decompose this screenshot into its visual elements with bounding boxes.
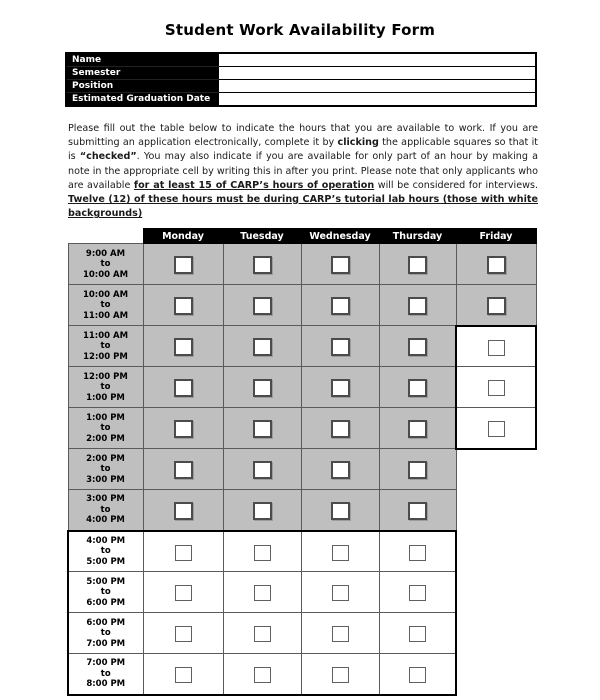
availability-cell-monday	[143, 326, 223, 367]
availability-checkbox[interactable]	[331, 502, 350, 520]
availability-cell-wednesday	[301, 654, 379, 695]
availability-checkbox[interactable]	[408, 461, 427, 479]
instruction-segment: Twelve (12) of these hours must be during CARP’s tutorial lab hours (those with white backgrounds)	[68, 194, 538, 220]
availability-cell-friday	[456, 367, 536, 408]
student-info-rows	[66, 53, 536, 106]
availability-checkbox[interactable]	[332, 626, 349, 642]
availability-checkbox[interactable]	[332, 667, 349, 683]
day-header-wednesday: Wednesday	[301, 229, 379, 244]
availability-checkbox[interactable]	[331, 256, 350, 274]
time-slot-line: 6:00 PM	[86, 597, 126, 608]
availability-checkbox[interactable]	[332, 545, 349, 561]
day-header-monday: Monday	[143, 229, 223, 244]
time-slot-row	[68, 449, 536, 490]
availability-cell-wednesday	[301, 531, 379, 572]
availability-cell-monday	[143, 654, 223, 695]
availability-cell-monday	[143, 285, 223, 326]
availability-cell-thursday	[379, 613, 456, 654]
availability-checkbox[interactable]	[331, 461, 350, 479]
time-slot-row	[68, 367, 536, 408]
availability-cell-tuesday	[223, 531, 301, 572]
instructions-text	[68, 122, 538, 221]
time-slot-line: 3:00 PM	[86, 494, 125, 505]
time-slot-label	[68, 654, 143, 695]
availability-cell-wednesday	[301, 367, 379, 408]
info-label: Estimated Graduation Date	[66, 93, 219, 107]
instruction-segment: will be considered for interviews.	[374, 179, 539, 191]
page-title: Student Work Availability Form	[164, 21, 436, 39]
instruction-segment: for at least 15 of CARP’s hours of operation	[133, 179, 375, 191]
time-slot-line: to	[100, 300, 111, 311]
instruction-segment: “checked”	[79, 151, 137, 163]
time-slot-line: to	[100, 587, 111, 598]
time-slot-row	[68, 654, 536, 695]
availability-checkbox[interactable]	[408, 502, 427, 520]
availability-cell-wednesday	[301, 285, 379, 326]
availability-cell-thursday	[379, 490, 456, 531]
time-slot-line: 4:00 PM	[86, 535, 126, 546]
availability-checkbox[interactable]	[254, 545, 271, 561]
time-slot-row	[68, 613, 536, 654]
availability-checkbox[interactable]	[487, 256, 506, 274]
availability-cell-monday	[143, 613, 223, 654]
time-slot-label	[68, 244, 143, 285]
info-label: Position	[66, 80, 219, 93]
time-slot-label	[68, 490, 143, 531]
time-slot-label	[68, 613, 143, 654]
availability-checkbox[interactable]	[409, 585, 426, 601]
availability-cell-friday	[456, 285, 536, 326]
day-header-row	[68, 229, 536, 244]
availability-cell-monday	[143, 490, 223, 531]
availability-checkbox[interactable]	[253, 338, 272, 356]
time-slot-line: 5:00 PM	[86, 576, 126, 587]
student-info-table	[65, 52, 537, 107]
availability-cell-monday	[143, 531, 223, 572]
availability-checkbox[interactable]	[254, 585, 271, 601]
availability-cell-thursday	[379, 572, 456, 613]
availability-checkbox[interactable]	[175, 545, 192, 561]
time-slot-line: 3:00 PM	[86, 474, 125, 485]
time-slot-label	[68, 572, 143, 613]
availability-cell-wednesday	[301, 490, 379, 531]
availability-checkbox[interactable]	[175, 626, 192, 642]
time-slot-line: 6:00 PM	[86, 617, 126, 628]
availability-cell-tuesday	[223, 285, 301, 326]
availability-cell-tuesday	[223, 572, 301, 613]
header-corner-cell	[68, 229, 143, 244]
unavailable-blank-cell	[456, 572, 536, 613]
availability-rows	[68, 244, 536, 695]
time-slot-row	[68, 408, 536, 449]
availability-cell-wednesday	[301, 572, 379, 613]
availability-cell-thursday	[379, 367, 456, 408]
time-slot-row	[68, 285, 536, 326]
time-slot-row	[68, 490, 536, 531]
availability-table	[67, 228, 537, 696]
time-slot-line: 10:00 AM	[82, 269, 129, 280]
availability-cell-monday	[143, 449, 223, 490]
availability-checkbox[interactable]	[331, 297, 350, 315]
availability-cell-monday	[143, 244, 223, 285]
day-header-thursday: Thursday	[379, 229, 456, 244]
availability-cell-friday	[456, 244, 536, 285]
availability-cell-wednesday	[301, 408, 379, 449]
availability-checkbox[interactable]	[408, 256, 427, 274]
availability-checkbox[interactable]	[408, 297, 427, 315]
time-slot-line: 12:00 PM	[83, 351, 128, 362]
availability-cell-tuesday	[223, 654, 301, 695]
availability-checkbox[interactable]	[253, 461, 272, 479]
time-slot-label	[68, 367, 143, 408]
unavailable-blank-cell	[456, 490, 536, 531]
time-slot-line: to	[100, 382, 111, 393]
availability-checkbox[interactable]	[409, 545, 426, 561]
instruction-segment: the applicable squares so that it is	[68, 137, 539, 163]
time-slot-line: 9:00 AM	[85, 248, 126, 259]
availability-cell-thursday	[379, 408, 456, 449]
time-slot-label	[68, 531, 143, 572]
time-slot-row	[68, 572, 536, 613]
availability-cell-thursday	[379, 285, 456, 326]
availability-cell-monday	[143, 572, 223, 613]
availability-checkbox[interactable]	[253, 379, 272, 397]
time-slot-label	[68, 285, 143, 326]
availability-cell-tuesday	[223, 244, 301, 285]
availability-checkbox[interactable]	[488, 380, 505, 396]
time-slot-line: 1:00 PM	[86, 392, 125, 403]
time-slot-label	[68, 449, 143, 490]
time-slot-line: 7:00 PM	[86, 638, 126, 649]
time-slot-line: 4:00 PM	[86, 515, 125, 526]
unavailable-blank-cell	[456, 449, 536, 490]
availability-cell-monday	[143, 408, 223, 449]
availability-cell-wednesday	[301, 449, 379, 490]
instruction-segment: Please fill out the table below to indicate the hours that you are available to work. If you are submitting an application electronically, complete it by	[68, 123, 538, 149]
time-slot-row	[68, 244, 536, 285]
availability-cell-tuesday	[223, 490, 301, 531]
time-slot-line: to	[100, 259, 111, 270]
info-value-field[interactable]	[219, 67, 536, 80]
info-value-field[interactable]	[219, 80, 536, 93]
time-slot-label	[68, 408, 143, 449]
availability-cell-friday	[456, 326, 536, 367]
instruction-segment: . You may also indicate if you are available for only part of an hour by making a note in the appropriate cell by writing this in after you print. Please note that only applicants who are available	[68, 151, 538, 191]
availability-checkbox[interactable]	[175, 667, 192, 683]
info-value-field[interactable]	[219, 93, 536, 107]
instruction-segment: clicking	[337, 137, 379, 149]
time-slot-line: to	[100, 423, 111, 434]
availability-checkbox[interactable]	[174, 297, 193, 315]
availability-cell-wednesday	[301, 326, 379, 367]
availability-cell-tuesday	[223, 408, 301, 449]
availability-checkbox[interactable]	[253, 502, 272, 520]
unavailable-blank-cell	[456, 613, 536, 654]
time-slot-line: to	[100, 628, 111, 639]
time-slot-line: to	[100, 668, 111, 679]
availability-cell-wednesday	[301, 613, 379, 654]
time-slot-line: 10:00 AM	[82, 289, 129, 300]
availability-checkbox[interactable]	[408, 420, 427, 438]
time-slot-line: to	[100, 341, 111, 352]
availability-checkbox[interactable]	[254, 667, 271, 683]
availability-checkbox[interactable]	[331, 379, 350, 397]
availability-cell-thursday	[379, 326, 456, 367]
time-slot-line: 2:00 PM	[86, 433, 125, 444]
time-slot-line: to	[100, 546, 111, 557]
info-row	[66, 53, 536, 67]
availability-checkbox[interactable]	[253, 420, 272, 438]
time-slot-label	[68, 326, 143, 367]
availability-cell-thursday	[379, 654, 456, 695]
time-slot-line: 11:00 AM	[82, 310, 129, 321]
availability-cell-tuesday	[223, 613, 301, 654]
availability-cell-tuesday	[223, 326, 301, 367]
availability-cell-tuesday	[223, 367, 301, 408]
availability-cell-tuesday	[223, 449, 301, 490]
availability-checkbox[interactable]	[331, 420, 350, 438]
time-slot-line: 7:00 PM	[86, 658, 126, 669]
availability-checkbox[interactable]	[409, 667, 426, 683]
time-slot-line: 1:00 PM	[86, 412, 125, 423]
availability-checkbox[interactable]	[174, 461, 193, 479]
info-row	[66, 80, 536, 93]
availability-checkbox[interactable]	[487, 297, 506, 315]
availability-cell-friday	[456, 408, 536, 449]
day-header-friday: Friday	[456, 229, 536, 244]
availability-checkbox[interactable]	[408, 338, 427, 356]
availability-checkbox[interactable]	[253, 297, 272, 315]
availability-checkbox[interactable]	[174, 420, 193, 438]
time-slot-line: 11:00 AM	[82, 330, 129, 341]
info-label: Name	[66, 53, 219, 67]
availability-cell-thursday	[379, 244, 456, 285]
availability-cell-thursday	[379, 449, 456, 490]
time-slot-line: to	[100, 504, 111, 515]
time-slot-row	[68, 531, 536, 572]
info-value-field[interactable]	[219, 53, 536, 67]
info-label: Semester	[66, 67, 219, 80]
availability-checkbox[interactable]	[409, 626, 426, 642]
availability-checkbox[interactable]	[253, 256, 272, 274]
unavailable-blank-cell	[456, 654, 536, 695]
availability-checkbox[interactable]	[174, 256, 193, 274]
availability-checkbox[interactable]	[332, 585, 349, 601]
time-slot-line: 8:00 PM	[86, 679, 126, 690]
time-slot-line: 5:00 PM	[86, 556, 126, 567]
availability-checkbox[interactable]	[488, 340, 505, 356]
availability-checkbox[interactable]	[254, 626, 271, 642]
availability-checkbox[interactable]	[175, 585, 192, 601]
time-slot-line: 2:00 PM	[86, 453, 125, 464]
day-header-tuesday: Tuesday	[223, 229, 301, 244]
availability-checkbox[interactable]	[174, 379, 193, 397]
availability-checkbox[interactable]	[488, 421, 505, 437]
availability-checkbox[interactable]	[174, 502, 193, 520]
availability-checkbox[interactable]	[408, 379, 427, 397]
info-row	[66, 67, 536, 80]
availability-cell-wednesday	[301, 244, 379, 285]
info-row	[66, 93, 536, 107]
availability-checkbox[interactable]	[174, 338, 193, 356]
availability-checkbox[interactable]	[331, 338, 350, 356]
time-slot-row	[68, 326, 536, 367]
unavailable-blank-cell	[456, 531, 536, 572]
time-slot-line: to	[100, 464, 111, 475]
availability-cell-thursday	[379, 531, 456, 572]
time-slot-line: 12:00 PM	[83, 371, 128, 382]
availability-cell-monday	[143, 367, 223, 408]
